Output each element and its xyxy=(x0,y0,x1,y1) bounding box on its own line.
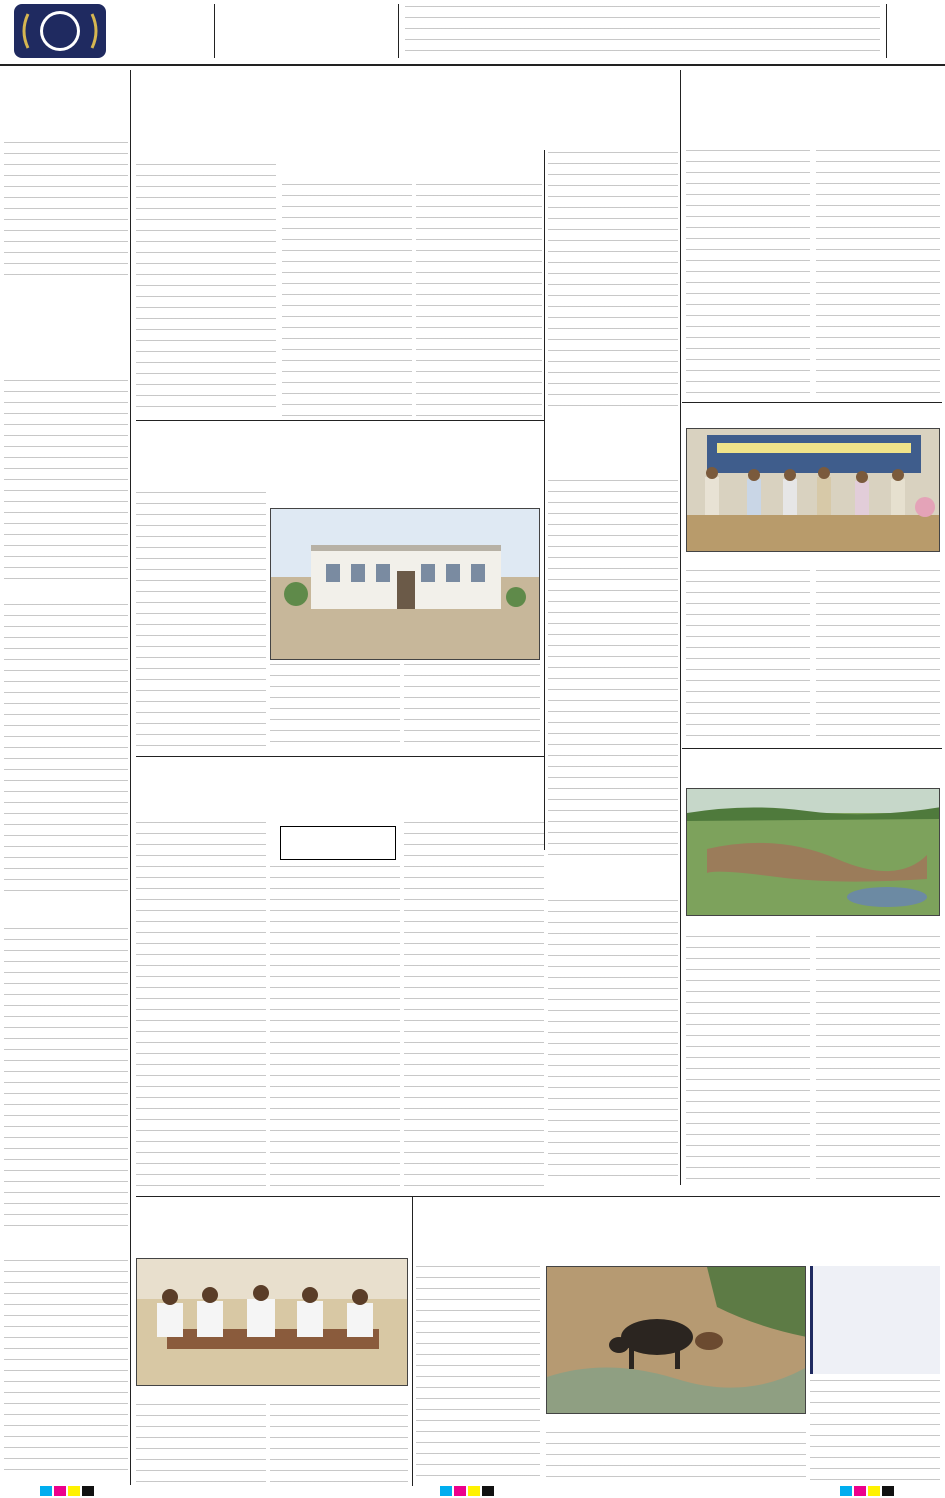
subheadline xyxy=(136,1232,406,1254)
section-rule xyxy=(682,402,942,403)
color-registration-bar xyxy=(440,1486,494,1496)
story-body xyxy=(548,900,678,1186)
headline xyxy=(686,752,940,782)
brief-body xyxy=(4,1260,128,1480)
event-photo xyxy=(686,428,940,552)
color-registration-bar xyxy=(840,1486,894,1496)
story-body xyxy=(686,150,810,400)
story-body xyxy=(416,184,542,416)
headline xyxy=(136,76,676,142)
meeting-photo xyxy=(136,1258,408,1386)
masthead-top-blurb-lines xyxy=(405,6,880,56)
column-rule xyxy=(544,420,545,850)
masthead-divider xyxy=(214,4,215,58)
story-body xyxy=(548,480,678,855)
page-marker xyxy=(920,1476,940,1488)
brief-heading xyxy=(4,120,128,140)
byline xyxy=(136,808,266,820)
story-body xyxy=(686,570,810,746)
story-body xyxy=(546,1432,806,1484)
masthead-divider xyxy=(398,4,399,58)
byline xyxy=(548,466,678,478)
brief-heading xyxy=(4,900,128,924)
brief-body xyxy=(4,142,128,278)
story-body xyxy=(136,164,276,416)
story-body xyxy=(282,184,412,416)
story-body xyxy=(270,1404,408,1484)
story-body xyxy=(686,936,810,1182)
page-number xyxy=(892,6,940,56)
masthead-bottom-rule xyxy=(0,64,945,66)
photo-caption xyxy=(136,1390,408,1400)
brief-body xyxy=(4,604,128,894)
column-rule xyxy=(680,70,681,1185)
building-photo xyxy=(270,508,540,660)
story-body xyxy=(136,822,266,1192)
brief-heading xyxy=(4,292,128,332)
brief-body xyxy=(4,928,128,1232)
section-rule xyxy=(136,420,544,421)
section-rule xyxy=(136,756,544,757)
subheadline xyxy=(280,826,396,860)
laurel-icon xyxy=(14,4,106,58)
story-body xyxy=(816,150,940,400)
brief-heading xyxy=(4,1240,128,1256)
masthead xyxy=(0,0,945,62)
section-rule xyxy=(136,1196,940,1197)
story-body xyxy=(416,1266,540,1482)
story-body xyxy=(816,936,940,1182)
story-body xyxy=(548,152,678,416)
story-body xyxy=(270,664,400,752)
briefs-column-rule xyxy=(130,70,131,1485)
headline xyxy=(548,856,678,896)
story-body xyxy=(404,664,540,752)
photo-caption xyxy=(686,556,940,566)
story-body xyxy=(810,1380,940,1484)
story-body xyxy=(136,1404,266,1484)
column-rule xyxy=(544,150,545,420)
color-registration-bar xyxy=(40,1486,94,1496)
subheadline xyxy=(686,100,940,140)
headline xyxy=(686,72,940,96)
gaur-photo xyxy=(546,1266,806,1414)
brief-body xyxy=(4,380,128,580)
section-rule xyxy=(682,748,942,749)
masthead-lead-2 xyxy=(220,28,390,46)
photo-caption xyxy=(546,1418,806,1428)
story-body xyxy=(404,822,544,1192)
story-body xyxy=(816,570,940,746)
byline xyxy=(136,478,266,490)
byline xyxy=(136,150,276,162)
masthead-divider xyxy=(886,4,887,58)
headline xyxy=(136,424,544,470)
headline xyxy=(416,1200,940,1260)
column-rule xyxy=(412,1196,413,1486)
headline xyxy=(136,762,544,802)
masthead-lead-1 xyxy=(220,6,390,24)
gaur-factbox xyxy=(810,1266,940,1374)
brief-heading xyxy=(4,584,128,600)
anniversary-logo xyxy=(14,4,106,58)
photo-caption xyxy=(686,920,940,930)
headline xyxy=(548,424,678,466)
headline xyxy=(136,1200,406,1230)
story-body xyxy=(270,866,400,1192)
headline xyxy=(686,406,940,426)
story-body xyxy=(136,492,266,752)
land-photo xyxy=(686,788,940,916)
